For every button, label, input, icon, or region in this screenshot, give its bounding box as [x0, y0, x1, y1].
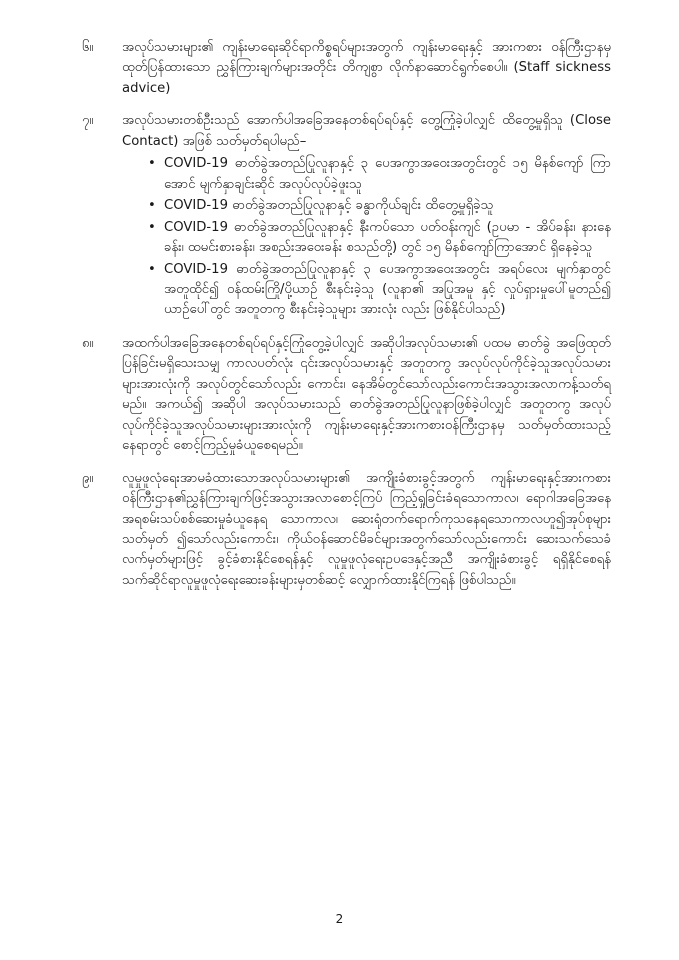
- list-item: • COVID-19 ဓာတ်ခွဲအတည်ပြုလူနာနှင့် နီးကပ်သော ပတ်ဝန်းကျင် (ဥပမာ - အိပ်ခန်း၊ နားနေခန်း၊ ထမင်းစားခန်း၊ အစည်းအဝေးခန်း စသည်တို့) တွင် ၁၅ မိနစ်ကျော်ကြာအောင် ရှိနေခဲ့သူ: [148, 218, 611, 259]
- close-contact-list: [122, 154, 611, 321]
- paragraph-text: အထက်ပါအခြေအနေတစ်ရပ်ရပ်နှင့်ကြုံတွေ့ခဲ့ပါလျှင် အဆိုပါအလုပ်သမား၏ ပထမ ဓာတ်ခွဲ အဖြေထုတ်ပြန်ခြင်းမရှိသေးသမျှ ကာလပတ်လုံး ၎င်းအလုပ်သမားနှင့် အတူတကွ အလုပ်လုပ်ကိုင်ခဲ့သူအလုပ်သမားများအားလုံးကို အလုပ်တွင်သော်လည်း ကောင်း၊ နေအိမ်တွင်သော်လည်းကောင်းအသွားအလာကန့်သတ်ရမည်။ အကယ်၍ အဆိုပါ အလုပ်သမားသည် ဓာတ်ခွဲအတည်ပြုလူနာဖြစ်ခဲ့ပါလျှင် အတူတကွ အလုပ် လုပ်ကိုင်ခဲ့သူအလုပ်သမားများအားလုံးကို ကျန်းမာရေးနှင့်အားကစားဝန်ကြီးဌာနမှ သတ်မှတ်ထားသည့်နေရာတွင် စောင့်ကြည့်မှုခံယူစေရမည်။: [122, 335, 611, 454]
- paragraph-7: [82, 111, 611, 322]
- list-item: • COVID-19 ဓာတ်ခွဲအတည်ပြုလူနာနှင့် ၃ ပေအကွာအဝေးအတွင်းတွင် ၁၅ မိနစ်ကျော် ကြာအောင် မျက်နှာချင်းဆိုင် အလုပ်လုပ်ခဲ့ဖူးသူ: [148, 154, 611, 195]
- paragraph-number: ၉။: [82, 470, 94, 486]
- paragraph-number: ၆။: [82, 40, 94, 55]
- list-item: • COVID-19 ဓာတ်ခွဲအတည်ပြုလူနာနှင့် ၃ ပေအကွာအဝေးအတွင်း အရပ်လေး မျက်နှာတွင် အတူထိုင်၍ ဝန်ထမ်းကြို/ပို့ယာဉ် စီးနင်းခဲ့သူ (လူနာ၏ အပြုအမူ နှင့် လှုပ်ရှားမှုပေါ်မူတည်၍ ယာဉ်ပေါ်တွင် အတူတကွ စီးနင်းခဲ့သူများ အားလုံး လည်း ဖြစ်နိုင်ပါသည်): [148, 260, 611, 321]
- paragraph-body: [122, 111, 611, 322]
- paragraph-number: ၈။: [82, 335, 94, 351]
- paragraph-text: အလုပ်သမားတစ်ဦးသည် အောက်ပါအခြေအနေတစ်ရပ်ရပ်နှင့် တွေ့ကြုံခဲ့ပါလျှင် ထိတွေ့မှုရှိသူ (Close Contact) အဖြစ် သတ်မှတ်ရပါမည်–: [122, 113, 611, 149]
- paragraph-9: [82, 469, 611, 592]
- paragraph-text: အလုပ်သမားများ၏ ကျန်းမာရေးဆိုင်ရာကိစ္စရပ်များအတွက် ကျန်းမာရေးနှင့် အားကစား ဝန်ကြီးဌာနမှထုတ်ပြန်ထားသော ညွှန်ကြားချက်များအတိုင်း တိကျစွာ လိုက်နာဆောင်ရွက်စေပါ။ (Staff sickness advice): [122, 40, 611, 96]
- page-number: 2: [335, 912, 344, 926]
- paragraph-8: [82, 334, 611, 457]
- paragraph-number: ၇။: [82, 113, 94, 129]
- paragraph-6: [82, 38, 611, 99]
- paragraph-text: လူမှုဖူလုံရေးအာမခံထားသောအလုပ်သမားများ၏ အကျိုးခံစားခွင့်အတွက် ကျန်းမာရေးနှင့်အားကစားဝန်ကြီးဌာန၏ညွှန်ကြားချက်ဖြင့်အသွားအလာစောင့်ကြပ် ကြည့်ရှုခြင်းခံရသောကာလ၊ ရောဂါအခြေအနေအရစမ်းသပ်စစ်ဆေးမှုခံယူနေရ သောကာလ၊ ဆေးရုံတက်ရောက်ကုသနေရသောကာလဟူ၍အုပ်စုများ သတ်မှတ် ၍သော်လည်းကောင်း၊ ကိုယ်ဝန်ဆောင်မိခင်များအတွက်သော်လည်းကောင်း ဆေးသက်သေခံလက်မှတ်များဖြင့် ခွင့်ခံစားနိုင်စေရန်နှင့် လူမှုဖူလုံရေးဥပဒေနှင့်အညီ အကျိုးခံစားခွင့် ရရှိနိုင်စေရန် သက်ဆိုင်ရာလူမှုဖူလုံရေးဆေးခန်းများမှတစ်ဆင့် လျှောက်ထားနိုင်ကြရန် ဖြစ်ပါသည်။: [122, 470, 611, 588]
- list-item: • COVID-19 ဓာတ်ခွဲအတည်ပြုလူနာနှင့် ခန္ဓာကိုယ်ချင်း ထိတွေ့မှုရှိခဲ့သူ: [148, 196, 611, 216]
